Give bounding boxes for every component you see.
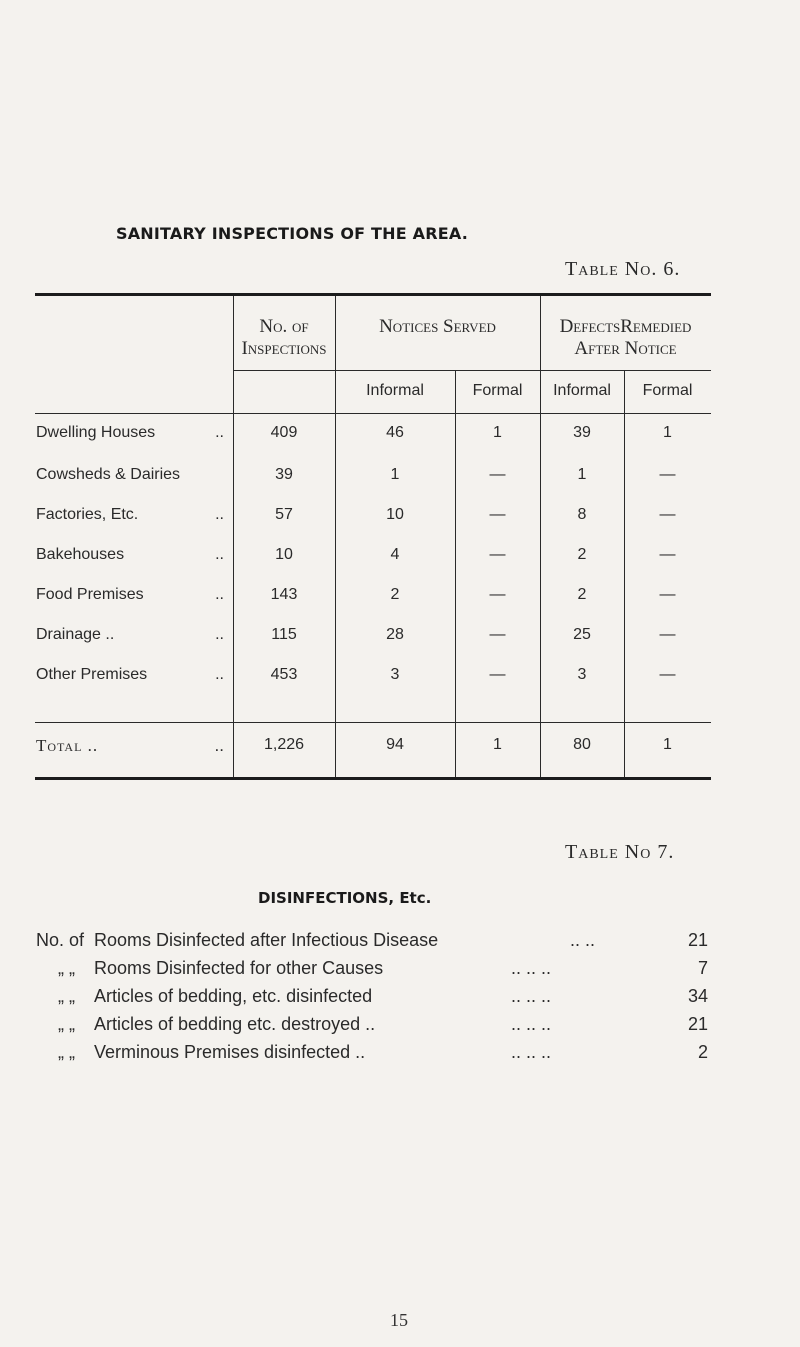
list-item: „ „ Rooms Disinfected for other Causes .. .. .. 7	[58, 958, 708, 978]
list-item: „ „ Verminous Premises disinfected .. .. .. .. 2	[58, 1042, 708, 1062]
header-defects-formal: Formal	[642, 382, 693, 399]
header-sub-rule	[233, 370, 711, 371]
total-rule	[35, 722, 711, 723]
list-item: No. of Rooms Disinfected after Infectious Disease .. .. 21	[36, 930, 708, 950]
table6-number: Table No. 6.	[565, 258, 681, 280]
table7-number: Table No 7.	[565, 841, 675, 863]
header-bottom-rule	[35, 413, 711, 414]
header-defects-informal: Informal	[553, 382, 611, 399]
col-divider	[335, 296, 336, 777]
header-defects-remedied: DefectsRemedied After Notice	[559, 316, 692, 359]
header-notices-informal: Informal	[366, 382, 424, 399]
header-notices-served: Notices Served	[379, 316, 496, 337]
col-divider	[540, 296, 541, 777]
table-top-rule	[35, 293, 711, 296]
table-bottom-rule	[35, 777, 711, 780]
header-inspections: No. of Inspections	[241, 316, 327, 359]
page-number: 15	[390, 1310, 408, 1330]
col-divider	[233, 296, 234, 777]
header-notices-formal: Formal	[472, 382, 523, 399]
list-item: „ „ Articles of bedding etc. destroyed .. .. .. .. 21	[58, 1014, 708, 1034]
list-item: „ „ Articles of bedding, etc. disinfected .. .. .. 34	[58, 986, 708, 1006]
page-title: SANITARY INSPECTIONS OF THE AREA.	[116, 224, 469, 243]
disinfections-title: DISINFECTIONS, Etc.	[258, 889, 432, 907]
